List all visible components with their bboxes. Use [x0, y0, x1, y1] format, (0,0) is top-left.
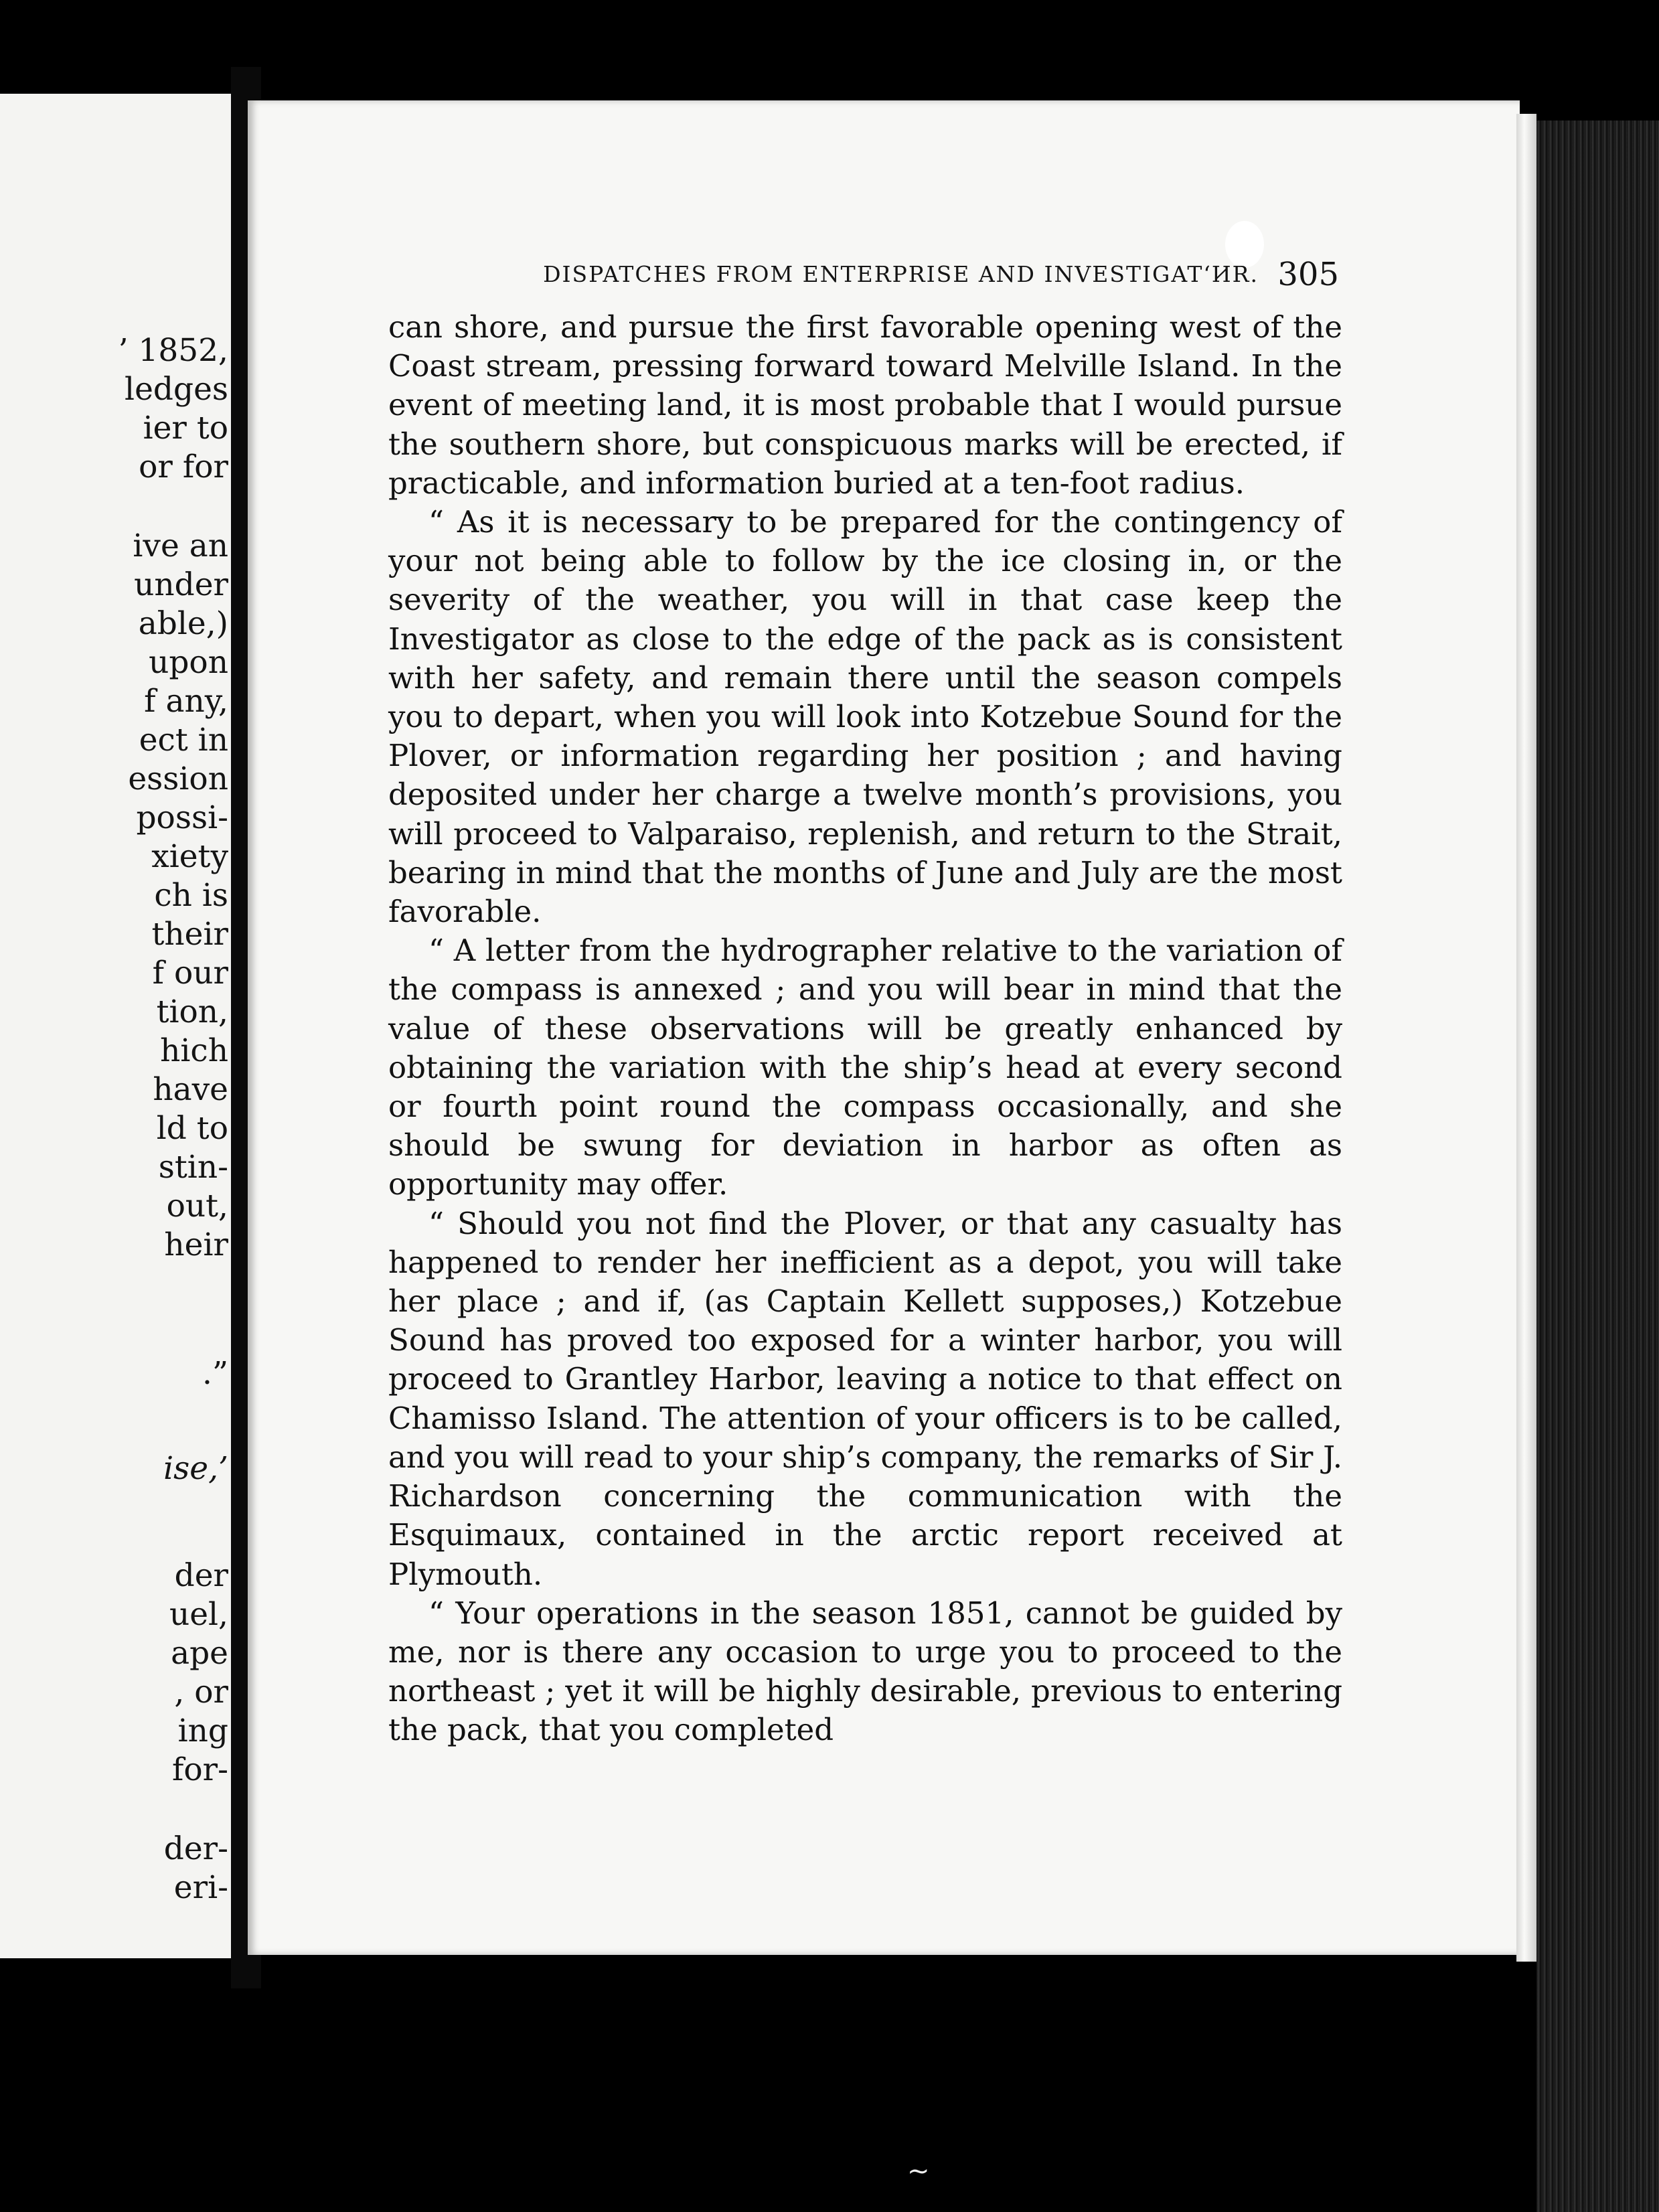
left-fragment: under — [134, 566, 228, 603]
left-fragment: ession — [128, 761, 228, 797]
left-fragment: .” — [202, 1355, 228, 1392]
left-fragment: stin- — [158, 1149, 228, 1186]
left-fragment: , or — [174, 1674, 228, 1711]
running-head: DISPATCHES FROM ENTERPRISE AND INVESTIGAT‘ИR. — [543, 261, 1259, 287]
left-fragment: eri- — [173, 1869, 228, 1906]
left-fragment: f any, — [144, 683, 228, 720]
left-fragment: ’ 1852, — [118, 332, 228, 369]
paragraph: can shore, and pursue the first favorable opening west of the Coast stream, pressing forward toward Melville Island. In the event of meeting land, it is most probable that I would pursue the southern shore, but conspicuous marks will be erected, if practicable, and information buried at a ten-foot radius. — [388, 309, 1342, 501]
left-fragment: hich — [160, 1032, 228, 1069]
paragraph: “ Your operations in the season 1851, cannot be guided by me, nor is there any occasion to urge you to proceed to the northeast ; yet it will be highly desirable, previous to entering the pack, that you completed — [388, 1595, 1342, 1748]
paragraph: “ As it is necessary to be prepared for the contingency of your not being able to follow by the ice closing in, or the severity of the weather, you will in that case keep the Investigator as close to the edge of the pack as is consistent with her safety, and remain there until the season compels you to depart, when you will look into Kotzebue Sound for the Plover, or information regarding her position ; and having deposited under her charge a twelve month’s provisions, you will proceed to Valparaiso, replenish, and return to the Strait, bearing in mind that the months of June and July are the most favorable. — [388, 504, 1342, 930]
left-fragment: ing — [177, 1713, 228, 1749]
left-fragment: ive an — [133, 528, 228, 564]
left-fragment: ledges — [125, 371, 228, 408]
left-fragment: ch is — [154, 877, 228, 914]
left-fragment: able,) — [138, 605, 228, 642]
book-fore-edge — [1536, 121, 1659, 2212]
left-fragment: heir — [164, 1227, 228, 1263]
left-fragment: der- — [163, 1830, 228, 1867]
left-fragment: tion, — [156, 994, 228, 1030]
left-fragment: ect in — [139, 722, 228, 759]
left-fragment: f our — [152, 955, 228, 992]
left-fragment: xiety — [151, 838, 228, 875]
left-fragment: ier to — [143, 410, 228, 447]
paragraph: “ A letter from the hydrographer relative to the variation of the compass is annexed ; and you will bear in mind that the value of these observations will be greatly enhanced by obtaining the variation with the ship’s head at every second or fourth point round the compass occasionally, and she should be swung for deviation in harbor as often as opportunity may offer. — [388, 933, 1342, 1202]
left-fragment: possi- — [136, 799, 228, 836]
page-number: 305 — [1277, 256, 1339, 293]
left-fragment: or for — [139, 449, 228, 485]
left-facing-page — [0, 94, 231, 1958]
left-fragment: for- — [171, 1751, 228, 1788]
left-fragment: ape — [171, 1635, 228, 1672]
page-edge — [1516, 114, 1536, 1962]
left-fragment: uel, — [169, 1596, 228, 1633]
left-fragment: ld to — [156, 1110, 228, 1147]
left-fragment: out, — [166, 1188, 228, 1224]
left-fragment: have — [153, 1071, 228, 1108]
body-text — [388, 308, 1342, 1750]
paragraph: “ Should you not find the Plover, or that any casualty has happened to render her inefficient as a depot, you will take her place ; and if, (as Captain Kellett supposes,) Kotzebue Sound has proved too exposed for a winter harbor, you will proceed to Grantley Harbor, leaving a notice to that effect on Chamisso Island. The attention of your officers is to be called, and you will read to your ship’s company, the remarks of Sir J. Richardson concerning the communication with the Esquimaux, contained in the arctic report received at Plymouth. — [388, 1205, 1342, 1592]
left-fragment: upon — [149, 644, 228, 681]
left-fragment: der — [174, 1557, 228, 1594]
left-fragment: ise,’ — [163, 1450, 228, 1487]
left-fragment: their — [151, 916, 228, 953]
scan-mark: ~ — [907, 2156, 930, 2187]
